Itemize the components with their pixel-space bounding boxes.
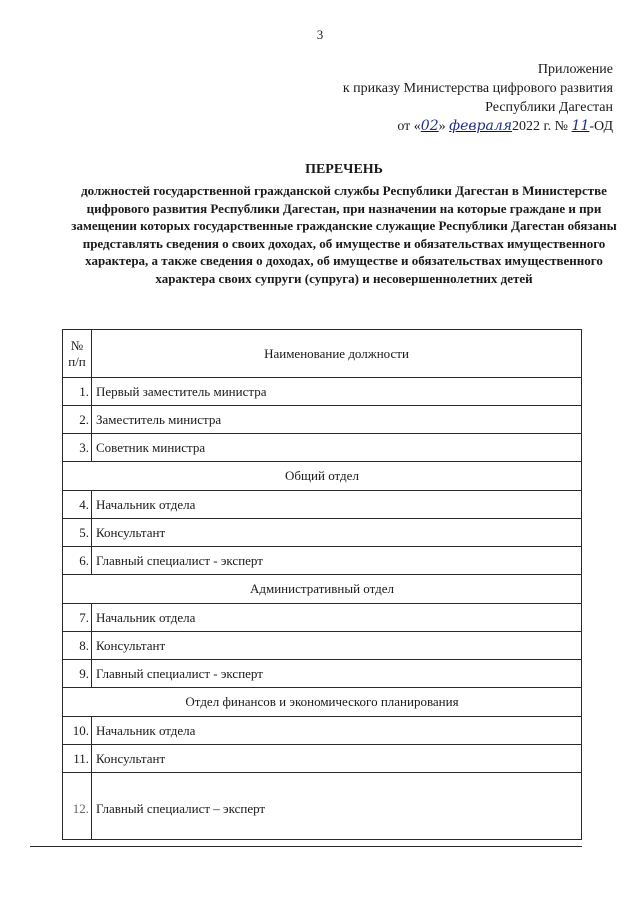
table-row bbox=[63, 745, 582, 773]
table-row bbox=[63, 717, 582, 745]
table-row bbox=[63, 632, 582, 660]
section-row bbox=[63, 575, 582, 604]
section-row bbox=[63, 688, 582, 717]
table-row bbox=[63, 547, 582, 575]
positions-table bbox=[62, 329, 582, 840]
row-number: 2. bbox=[63, 406, 92, 434]
section-title-general: Общий отдел bbox=[63, 462, 582, 491]
handwritten-number: 11 bbox=[571, 118, 590, 134]
row-number: 4. bbox=[63, 491, 92, 519]
table-row bbox=[63, 604, 582, 632]
date-year: 2022 г. № bbox=[512, 119, 569, 134]
handwritten-month: февраля bbox=[449, 118, 513, 134]
document-title: ПЕРЕЧЕНЬ bbox=[305, 162, 383, 177]
section-row bbox=[63, 462, 582, 491]
row-number: 11. bbox=[63, 745, 92, 773]
appendix-header bbox=[343, 60, 613, 136]
table-row bbox=[63, 434, 582, 462]
row-number: 12. bbox=[63, 773, 92, 840]
table-row bbox=[63, 491, 582, 519]
row-number: 5. bbox=[63, 519, 92, 547]
number-suffix: -ОД bbox=[589, 119, 613, 134]
row-number: 1. bbox=[63, 378, 92, 406]
handwritten-day: 02 bbox=[420, 118, 439, 134]
document-subtitle: должностей государственной гражданской службы Республики Дагестан в Министерстве цифрового развития Республики Дагестан, при назначении на которые граждане и при замещении которых государственные гражданские служащие Республики Дагестан обязаны представлять сведения о своих доходах, об имуществе и обязательствах имущественного характера, а также сведения о доходах, об имуществе и обязательствах имущественного характера своих супруги (супруга) и несовершеннолетних детей bbox=[71, 183, 617, 286]
row-number: 10. bbox=[63, 717, 92, 745]
section-title-administrative: Административный отдел bbox=[63, 575, 582, 604]
row-position: Начальник отдела bbox=[92, 491, 582, 519]
header-num: № п/п bbox=[63, 330, 92, 378]
date-prefix: от « bbox=[397, 119, 421, 134]
row-number: 9. bbox=[63, 660, 92, 688]
page-number: 3 bbox=[316, 27, 324, 42]
table-row bbox=[63, 773, 582, 840]
row-position: Советник министра bbox=[92, 434, 582, 462]
header-name: Наименование должности bbox=[92, 330, 582, 378]
table-row bbox=[63, 519, 582, 547]
appendix-order-ref: к приказу Министерства цифрового развития bbox=[342, 81, 613, 96]
row-position: Консультант bbox=[92, 519, 582, 547]
page-bottom-rule bbox=[30, 846, 582, 847]
row-position: Консультант bbox=[92, 745, 582, 773]
row-position: Заместитель министра bbox=[92, 406, 582, 434]
row-position: Начальник отдела bbox=[92, 604, 582, 632]
row-position: Консультант bbox=[92, 632, 582, 660]
row-position: Начальник отдела bbox=[92, 717, 582, 745]
row-position: Главный специалист – эксперт bbox=[92, 773, 582, 840]
order-date-line bbox=[343, 117, 613, 136]
row-number: 7. bbox=[63, 604, 92, 632]
table-header-row bbox=[63, 330, 582, 378]
row-number: 8. bbox=[63, 632, 92, 660]
row-number: 3. bbox=[63, 434, 92, 462]
table-row bbox=[63, 406, 582, 434]
appendix-title: Приложение bbox=[537, 62, 613, 77]
row-number: 6. bbox=[63, 547, 92, 575]
section-title-finance: Отдел финансов и экономического планирования bbox=[63, 688, 582, 717]
row-position: Первый заместитель министра bbox=[92, 378, 582, 406]
table-row bbox=[63, 378, 582, 406]
appendix-region: Республики Дагестан bbox=[485, 100, 613, 115]
row-position: Главный специалист - эксперт bbox=[92, 547, 582, 575]
date-mid: » bbox=[438, 119, 446, 134]
table-row bbox=[63, 660, 582, 688]
row-position: Главный специалист - эксперт bbox=[92, 660, 582, 688]
